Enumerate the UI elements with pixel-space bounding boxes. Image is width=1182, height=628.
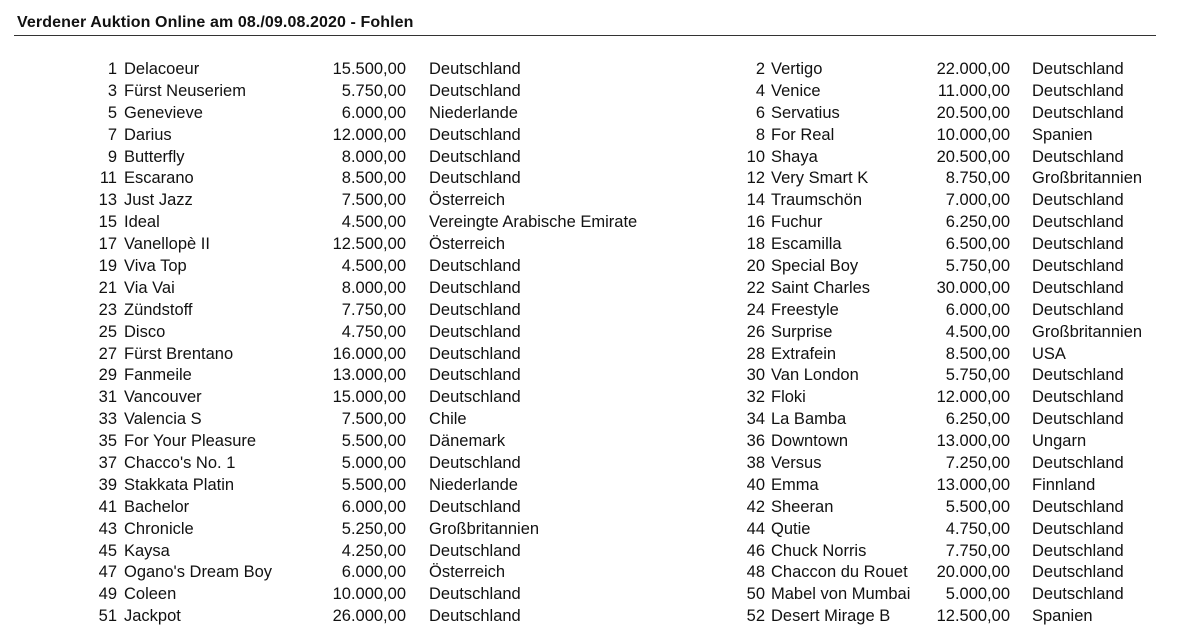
horse-name: Vanellopè II	[124, 235, 210, 254]
horse-name: Special Boy	[771, 257, 859, 276]
sale-price: 7.750,00	[945, 541, 1010, 560]
table-row	[700, 453, 1182, 475]
table-row	[0, 606, 700, 628]
sale-price: 11.000,00	[937, 81, 1010, 100]
sale-price: 6.250,00	[945, 410, 1010, 429]
horse-name: Qutie	[771, 519, 811, 538]
sale-price: 6.500,00	[945, 235, 1010, 254]
horse-name: Chronicle	[124, 519, 194, 538]
horse-name: Sheeran	[771, 497, 834, 516]
lot-number: 48	[746, 563, 765, 582]
buyer-country: Deutschland	[1032, 366, 1124, 385]
sale-price: 5.750,00	[341, 81, 406, 100]
title-divider	[14, 35, 1156, 36]
sale-price: 4.750,00	[341, 322, 406, 341]
lot-number: 6	[755, 103, 765, 122]
table-row	[700, 234, 1182, 256]
table-row	[700, 212, 1182, 234]
sale-price: 5.250,00	[341, 519, 406, 538]
lot-number: 3	[107, 81, 117, 100]
buyer-country: Deutschland	[429, 497, 521, 516]
buyer-country: Großbritannien	[1032, 322, 1143, 341]
table-row	[700, 409, 1182, 431]
horse-name: Fürst Brentano	[124, 344, 234, 363]
lot-number: 12	[746, 169, 765, 188]
buyer-country: Deutschland	[1032, 519, 1124, 538]
buyer-country: Deutschland	[429, 541, 521, 560]
lot-number: 21	[98, 278, 117, 297]
horse-name: For Your Pleasure	[124, 432, 257, 451]
buyer-country: Spanien	[1032, 607, 1093, 626]
horse-name: Emma	[771, 475, 819, 494]
lot-number: 52	[746, 607, 765, 626]
table-row	[0, 125, 700, 147]
horse-name: Floki	[771, 388, 806, 407]
sale-price: 20.500,00	[936, 147, 1010, 166]
sale-price: 10.000,00	[936, 125, 1010, 144]
sale-price: 12.000,00	[936, 388, 1010, 407]
lot-number: 17	[98, 235, 117, 254]
horse-name: Saint Charles	[771, 278, 871, 297]
sale-price: 26.000,00	[332, 607, 406, 626]
table-row	[700, 431, 1182, 453]
sale-price: 8.000,00	[341, 147, 406, 166]
sale-price: 5.000,00	[341, 454, 406, 473]
horse-name: Fuchur	[771, 213, 823, 232]
buyer-country: Deutschland	[429, 388, 521, 407]
table-row	[0, 103, 700, 125]
horse-name: Chaccon du Rouet	[771, 563, 908, 582]
lot-number: 22	[746, 278, 765, 297]
horse-name: Delacoeur	[124, 60, 200, 78]
buyer-country: Dänemark	[429, 432, 506, 451]
sale-price: 8.500,00	[341, 169, 406, 188]
buyer-country: Deutschland	[429, 60, 521, 78]
sale-price: 7.750,00	[341, 300, 406, 319]
lot-number: 38	[746, 454, 765, 473]
buyer-country: Ungarn	[1032, 432, 1087, 451]
horse-name: Valencia S	[124, 410, 202, 429]
horse-name: Escamilla	[771, 235, 842, 254]
lot-number: 32	[746, 388, 765, 407]
sale-price: 12.500,00	[332, 235, 406, 254]
sale-price: 4.750,00	[945, 519, 1010, 538]
horse-name: Freestyle	[771, 300, 839, 319]
sale-price: 5.500,00	[945, 497, 1010, 516]
table-row	[0, 344, 700, 366]
sale-price: 15.000,00	[332, 388, 406, 407]
horse-name: Venice	[771, 81, 821, 100]
buyer-country: Deutschland	[1032, 454, 1124, 473]
lot-number: 30	[746, 366, 765, 385]
lot-number: 9	[107, 147, 117, 166]
buyer-country: Deutschland	[1032, 81, 1124, 100]
sale-price: 8.000,00	[341, 278, 406, 297]
lot-number: 23	[98, 300, 117, 319]
horse-name: Fürst Neuseriem	[124, 81, 246, 100]
buyer-country: Deutschland	[1032, 497, 1124, 516]
table-row	[700, 125, 1182, 147]
sale-price: 16.000,00	[332, 344, 406, 363]
sale-price: 12.500,00	[936, 607, 1010, 626]
sale-price: 22.000,00	[936, 60, 1010, 78]
lot-number: 14	[746, 191, 765, 210]
table-row	[700, 541, 1182, 563]
table-row	[0, 584, 700, 606]
table-row	[700, 497, 1182, 519]
buyer-country: Großbritannien	[1032, 169, 1143, 188]
table-row	[0, 365, 700, 387]
lot-number: 28	[746, 344, 765, 363]
horse-name: Van London	[771, 366, 859, 385]
buyer-country: Deutschland	[429, 607, 521, 626]
sale-price: 6.000,00	[945, 300, 1010, 319]
table-row	[700, 81, 1182, 103]
table-row	[700, 300, 1182, 322]
table-row	[700, 387, 1182, 409]
lot-number: 49	[98, 585, 117, 604]
buyer-country: Deutschland	[429, 300, 521, 319]
horse-name: Butterfly	[124, 147, 185, 166]
buyer-country: Deutschland	[1032, 60, 1124, 78]
lot-number: 25	[98, 322, 117, 341]
table-row	[0, 387, 700, 409]
buyer-country: Deutschland	[429, 585, 521, 604]
lot-number: 8	[755, 125, 765, 144]
buyer-country: Deutschland	[1032, 300, 1124, 319]
horse-name: Vancouver	[124, 388, 202, 407]
horse-name: Disco	[124, 322, 166, 341]
horse-name: Bachelor	[124, 497, 190, 516]
buyer-country: Deutschland	[429, 125, 521, 144]
table-row	[0, 497, 700, 519]
table-row	[0, 81, 700, 103]
horse-name: For Real	[771, 125, 835, 144]
horse-name: Extrafein	[771, 344, 837, 363]
table-row	[700, 256, 1182, 278]
sale-price: 13.000,00	[332, 366, 406, 385]
buyer-country: Österreich	[429, 563, 506, 582]
sale-price: 10.000,00	[332, 585, 406, 604]
lot-number: 10	[746, 147, 765, 166]
results-list-right	[700, 59, 1182, 628]
horse-name: Genevieve	[124, 103, 203, 122]
lot-number: 13	[98, 191, 117, 210]
results-list-left	[0, 59, 700, 628]
sale-price: 6.000,00	[341, 103, 406, 122]
lot-number: 40	[746, 475, 765, 494]
table-row	[700, 365, 1182, 387]
horse-name: Via Vai	[124, 278, 175, 297]
lot-number: 4	[755, 81, 765, 100]
sale-price: 15.500,00	[332, 60, 406, 78]
buyer-country: Deutschland	[1032, 278, 1124, 297]
sale-price: 6.000,00	[341, 563, 406, 582]
table-row	[0, 475, 700, 497]
buyer-country: Deutschland	[1032, 257, 1124, 276]
table-row	[0, 453, 700, 475]
lot-number: 20	[746, 257, 765, 276]
table-row	[0, 431, 700, 453]
horse-name: Servatius	[771, 103, 840, 122]
lot-number: 15	[98, 213, 117, 232]
table-row	[700, 584, 1182, 606]
lot-number: 11	[99, 169, 117, 188]
sale-price: 7.500,00	[341, 191, 406, 210]
sale-price: 4.500,00	[341, 257, 406, 276]
buyer-country: Deutschland	[429, 257, 521, 276]
sale-price: 6.000,00	[341, 497, 406, 516]
horse-name: Shaya	[771, 147, 818, 166]
table-row	[0, 190, 700, 212]
table-row	[0, 541, 700, 563]
sale-price: 5.000,00	[945, 585, 1010, 604]
sale-price: 8.500,00	[945, 344, 1010, 363]
horse-name: Vertigo	[771, 60, 823, 78]
sale-price: 7.500,00	[341, 410, 406, 429]
table-row	[0, 278, 700, 300]
lot-number: 24	[746, 300, 765, 319]
buyer-country: USA	[1032, 344, 1066, 363]
horse-name: Versus	[771, 454, 822, 473]
sale-price: 20.000,00	[936, 563, 1010, 582]
horse-name: Jackpot	[124, 607, 181, 626]
lot-number: 37	[98, 454, 117, 473]
horse-name: Viva Top	[124, 257, 187, 276]
lot-number: 46	[746, 541, 765, 560]
horse-name: Surprise	[771, 322, 833, 341]
lot-number: 51	[98, 607, 117, 626]
lot-number: 1	[107, 60, 117, 78]
buyer-country: Deutschland	[429, 366, 521, 385]
table-row	[700, 322, 1182, 344]
horse-name: Very Smart K	[771, 169, 869, 188]
table-row	[0, 234, 700, 256]
sale-price: 13.000,00	[936, 475, 1010, 494]
horse-name: Ideal	[124, 213, 160, 232]
horse-name: Downtown	[771, 432, 849, 451]
sale-price: 5.750,00	[945, 257, 1010, 276]
sale-price: 5.500,00	[341, 475, 406, 494]
horse-name: Zündstoff	[124, 300, 193, 319]
buyer-country: Deutschland	[429, 454, 521, 473]
buyer-country: Deutschland	[1032, 103, 1124, 122]
buyer-country: Deutschland	[1032, 388, 1124, 407]
buyer-country: Finnland	[1032, 475, 1096, 494]
sale-price: 13.000,00	[936, 432, 1010, 451]
horse-name: Just Jazz	[124, 191, 193, 210]
lot-number: 31	[98, 388, 117, 407]
lot-number: 42	[746, 497, 765, 516]
horse-name: Fanmeile	[124, 366, 192, 385]
horse-name: Chacco's No. 1	[124, 454, 236, 473]
sale-price: 12.000,00	[332, 125, 406, 144]
horse-name: Stakkata Platin	[124, 475, 235, 494]
lot-number: 44	[746, 519, 765, 538]
buyer-country: Chile	[429, 410, 467, 429]
sale-price: 7.000,00	[945, 191, 1010, 210]
lot-number: 35	[98, 432, 117, 451]
horse-name: Ogano's Dream Boy	[124, 563, 273, 582]
buyer-country: Deutschland	[1032, 191, 1124, 210]
buyer-country: Niederlande	[429, 475, 518, 494]
buyer-country: Deutschland	[1032, 235, 1124, 254]
horse-name: Darius	[124, 125, 172, 144]
horse-name: Coleen	[124, 585, 177, 604]
buyer-country: Großbritannien	[429, 519, 540, 538]
horse-name: Desert Mirage B	[771, 607, 891, 626]
buyer-country: Deutschland	[1032, 541, 1124, 560]
buyer-country: Deutschland	[1032, 563, 1124, 582]
table-row	[0, 212, 700, 234]
lot-number: 39	[98, 475, 117, 494]
table-row	[0, 59, 700, 81]
buyer-country: Deutschland	[429, 81, 521, 100]
horse-name: Chuck Norris	[771, 541, 867, 560]
lot-number: 45	[98, 541, 117, 560]
lot-number: 29	[98, 366, 117, 385]
table-row	[0, 147, 700, 169]
lot-number: 5	[107, 103, 117, 122]
sale-price: 5.750,00	[945, 366, 1010, 385]
table-row	[700, 519, 1182, 541]
lot-number: 36	[746, 432, 765, 451]
sale-price: 4.500,00	[341, 213, 406, 232]
table-row	[0, 562, 700, 584]
sale-price: 8.750,00	[945, 169, 1010, 188]
buyer-country: Deutschland	[1032, 213, 1124, 232]
horse-name: Traumschön	[771, 191, 863, 210]
buyer-country: Österreich	[429, 235, 506, 254]
sale-price: 6.250,00	[945, 213, 1010, 232]
sale-price: 5.500,00	[341, 432, 406, 451]
page-title: Verdener Auktion Online am 08./09.08.2020 - Fohlen	[17, 14, 414, 31]
buyer-country: Vereingte Arabische Emirate	[429, 213, 638, 232]
buyer-country: Niederlande	[429, 103, 518, 122]
buyer-country: Deutschland	[429, 344, 521, 363]
sale-price: 4.500,00	[945, 322, 1010, 341]
table-row	[700, 606, 1182, 628]
table-row	[700, 344, 1182, 366]
lot-number: 33	[98, 410, 117, 429]
lot-number: 34	[746, 410, 765, 429]
table-row	[0, 300, 700, 322]
lot-number: 43	[98, 519, 117, 538]
buyer-country: Deutschland	[1032, 585, 1124, 604]
table-row	[700, 278, 1182, 300]
lot-number: 19	[98, 257, 117, 276]
buyer-country: Spanien	[1032, 125, 1093, 144]
lot-number: 27	[98, 344, 117, 363]
buyer-country: Deutschland	[429, 147, 521, 166]
table-row	[700, 475, 1182, 497]
horse-name: Escarano	[124, 169, 194, 188]
lot-number: 41	[98, 497, 117, 516]
sale-price: 20.500,00	[936, 103, 1010, 122]
table-row	[700, 168, 1182, 190]
table-row	[0, 409, 700, 431]
lot-number: 16	[746, 213, 765, 232]
lot-number: 2	[755, 60, 765, 78]
table-row	[0, 256, 700, 278]
table-row	[700, 59, 1182, 81]
sale-price: 7.250,00	[945, 454, 1010, 473]
buyer-country: Deutschland	[429, 322, 521, 341]
lot-number: 50	[746, 585, 765, 604]
horse-name: Mabel von Mumbai	[771, 585, 911, 604]
table-row	[0, 519, 700, 541]
buyer-country: Deutschland	[429, 278, 521, 297]
horse-name: Kaysa	[124, 541, 170, 560]
sale-price: 30.000,00	[936, 278, 1010, 297]
buyer-country: Deutschland	[1032, 147, 1124, 166]
table-row	[700, 147, 1182, 169]
table-row	[0, 168, 700, 190]
buyer-country: Deutschland	[429, 169, 521, 188]
lot-number: 18	[746, 235, 765, 254]
table-row	[700, 562, 1182, 584]
table-row	[0, 322, 700, 344]
lot-number: 26	[746, 322, 765, 341]
lot-number: 47	[98, 563, 117, 582]
table-row	[700, 190, 1182, 212]
sale-price: 4.250,00	[341, 541, 406, 560]
table-row	[700, 103, 1182, 125]
horse-name: La Bamba	[771, 410, 847, 429]
lot-number: 7	[107, 125, 117, 144]
buyer-country: Deutschland	[1032, 410, 1124, 429]
buyer-country: Österreich	[429, 191, 506, 210]
